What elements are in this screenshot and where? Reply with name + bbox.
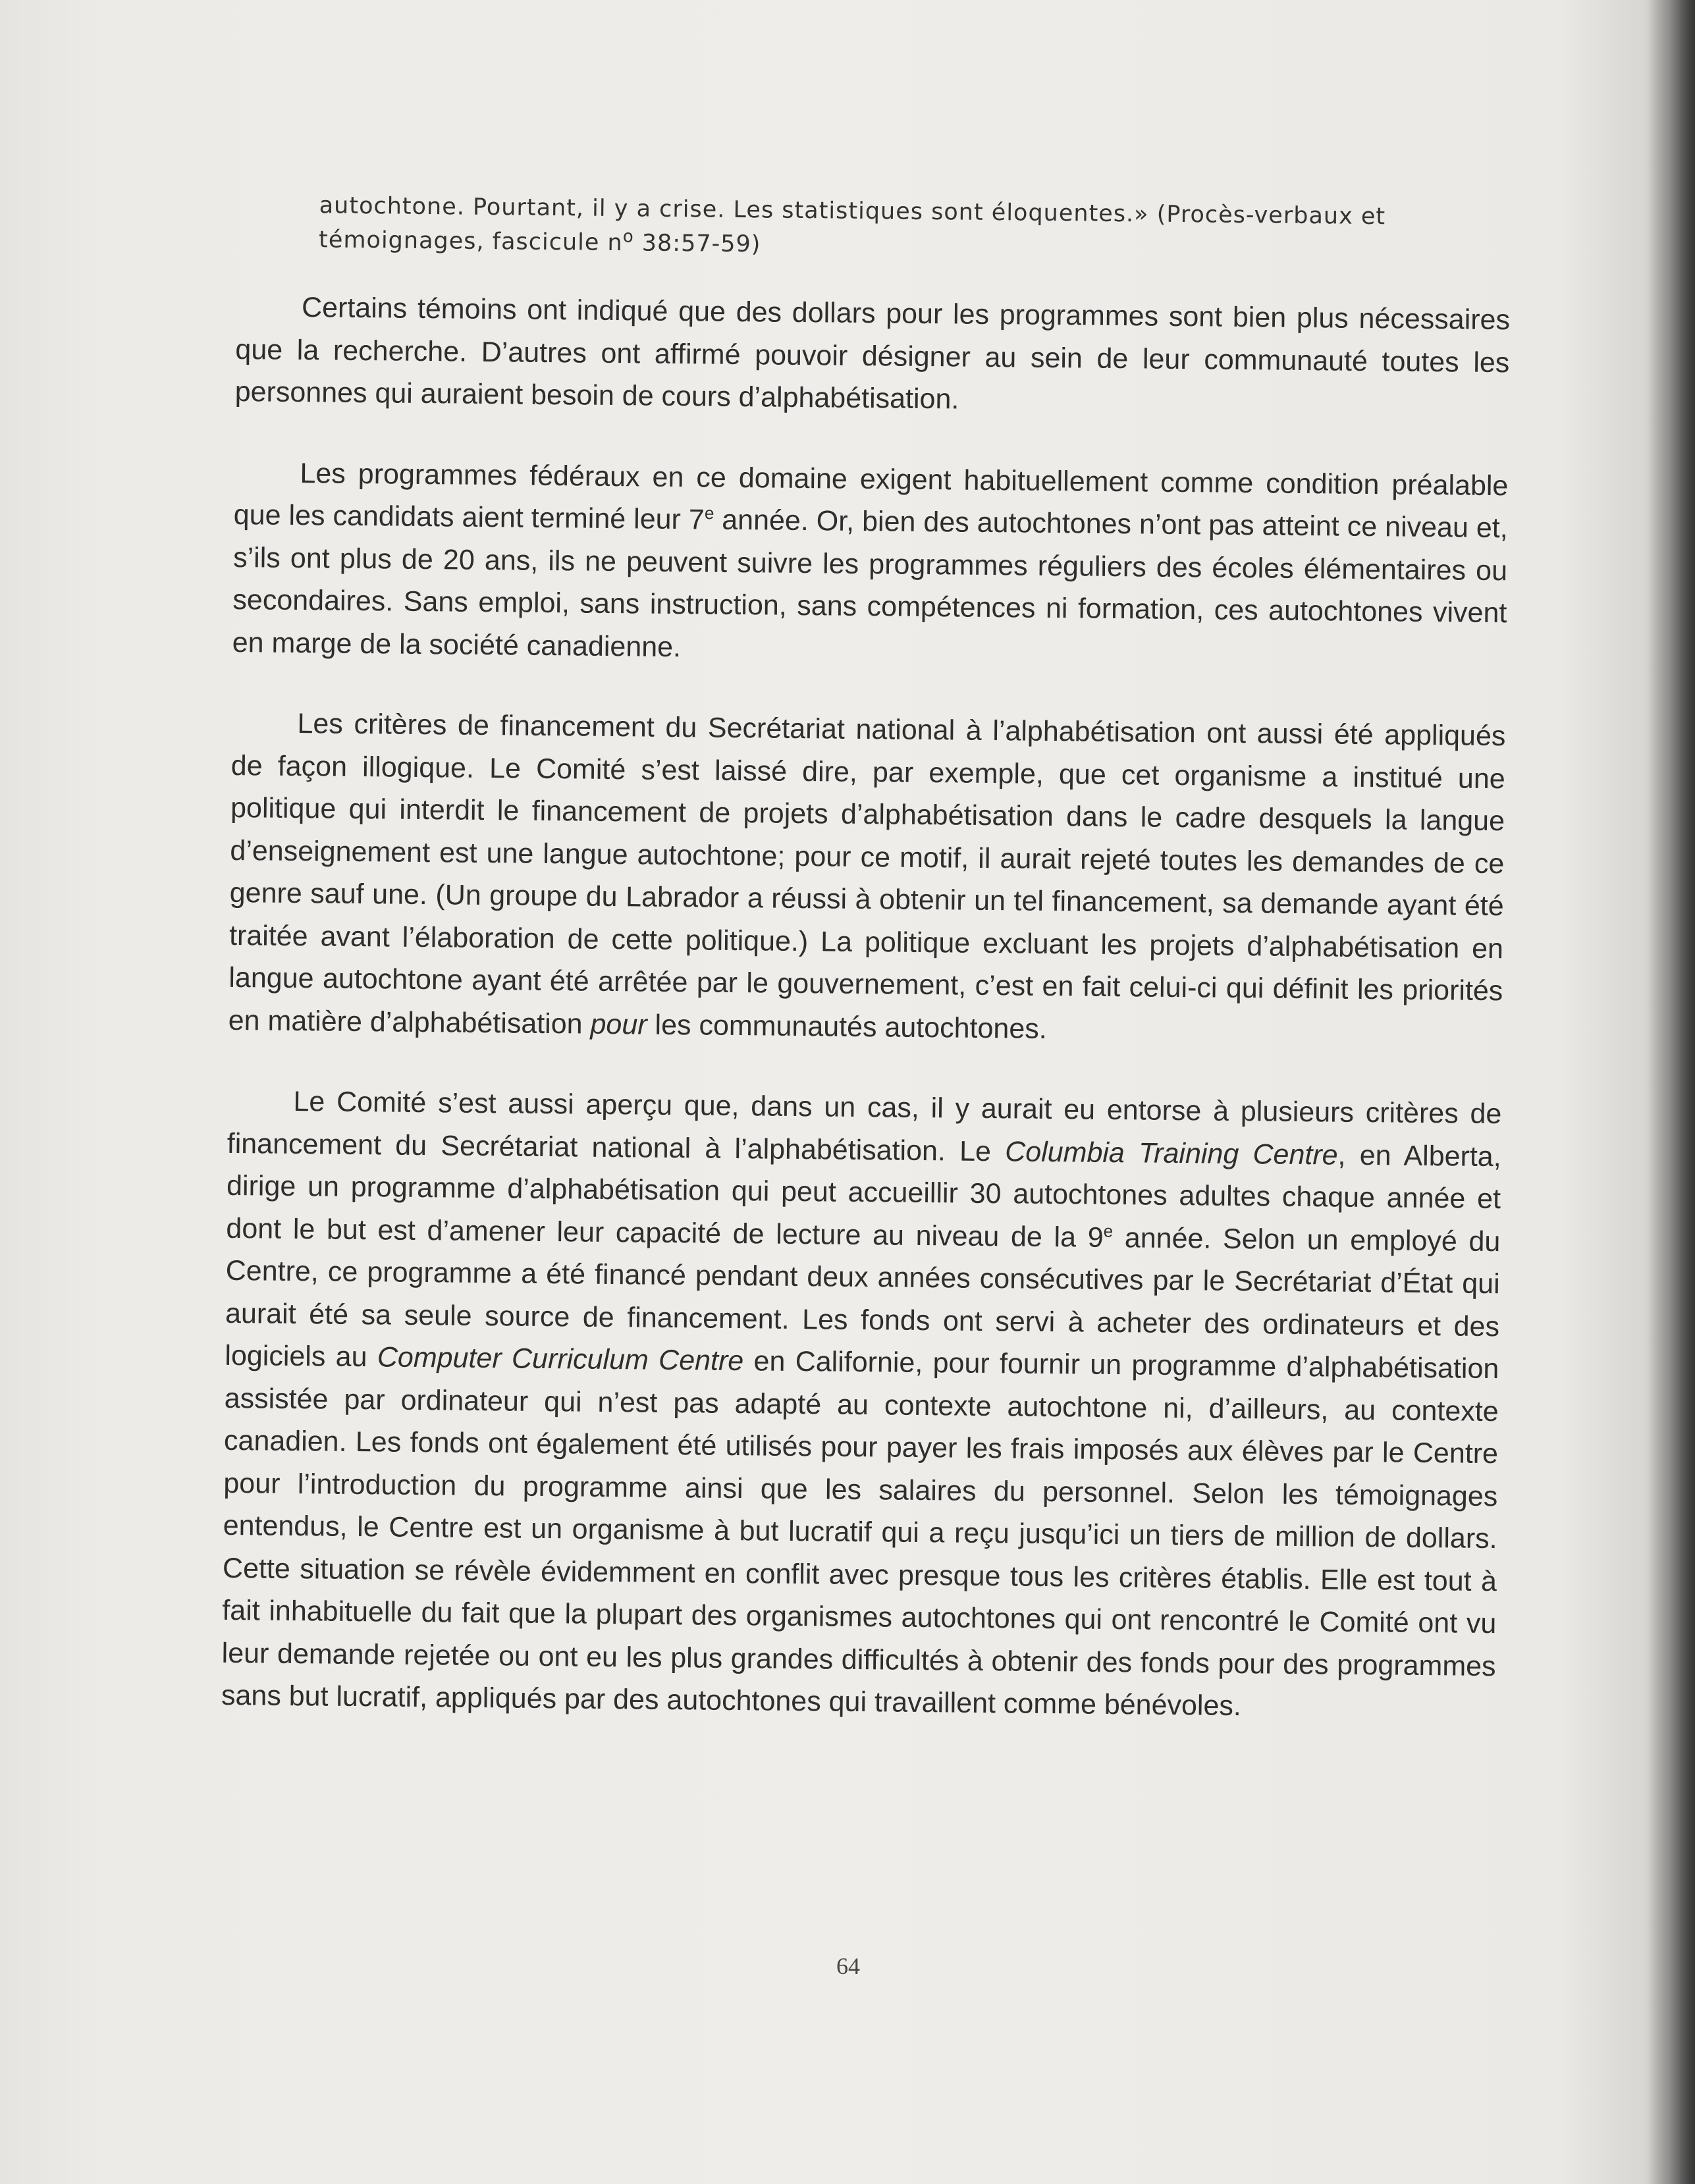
quote-line-1: autochtone. Pourtant, il y a crise. Les statistiques sont éloquentes.» (Procès-verbaux et xyxy=(319,192,1386,230)
quote-excerpt xyxy=(319,188,1511,269)
paragraph-4-superscript: e xyxy=(1103,1221,1114,1241)
quote-number-sign: o xyxy=(622,226,634,247)
paragraph-4-emphasis-1: Columbia Training Centre xyxy=(1004,1135,1338,1171)
paragraph-4-text-d: en Californie, pour fournir un programme d’alphabétisation assistée par ordinateur qui n’est pas adapté au contexte autochtone ni, d’ailleurs, au contexte canadien. Les fonds ont également été utilisés pour payer les frais imposés aux élèves par le Centre pour l’introduction du programme ainsi que les salaires du personnel. Selon les témoignages entendus, le Centre est un organisme à but lucratif qui a reçu jusqu’ici un tiers de million de dollars. Cette situation se révèle évidemment en conflit avec presque tous les critères établis. Elle est tout à fait inhabituelle du fait que la plupart des organismes autochtones qui ont rencontré le Comité ont vu leur demande rejetée ou ont eu les plus grandes difficultés à obtenir des fonds pour des programmes sans but lucratif, appliqués par des autochtones qui travaillent comme bénévoles. xyxy=(221,1345,1499,1722)
quote-reference: 38:57-59) xyxy=(633,230,761,258)
paragraph-3-text-a: Les critères de financement du Secrétariat national à l’alphabétisation ont aussi été appliqués de façon illogique. Le Comité s’est laissé dire, par exemple, que cet organisme a institué une politique qui interdit le financement de projets d’alphabétisation dans le cadre desquels la langue d’enseignement est une langue autochtone; pour ce motif, il aurait rejeté toutes les demandes de ce genre sauf une. (Un groupe du Labrador a réussi à obtenir un tel financement, sa demande ayant été traitée avant l’élaboration de cette politique.) La politique excluant les projets d’alphabétisation en langue autochtone ayant été arrêtée par le gouvernement, c’est en fait celui-ci qui définit les priorités en matière d’alphabétisation xyxy=(228,708,1506,1040)
binding-shadow xyxy=(1649,0,1695,2184)
paragraph-4-text-c: année. Selon un employé du Centre, ce programme a été financé pendant deux années consécutives par le Secrétariat d’État qui aurait été sa seule source de financement. Les fonds ont servi à acheter des ordinateurs et des logiciels au xyxy=(225,1221,1501,1373)
paragraph-2 xyxy=(232,451,1508,677)
page-body xyxy=(221,188,1511,1730)
paragraph-4-emphasis-2: Computer Curriculum Centre xyxy=(377,1341,744,1377)
quote-line-2: témoignages, fascicule n xyxy=(318,226,623,257)
paragraph-2-text-b: année. Or, bien des autochtones n’ont pas atteint ce niveau et, s’ils ont plus de 20 ans, ils ne peuvent suivre les programmes réguliers des écoles élémentaires ou secondaires. Sans emploi, sans instruction, sans compétences ni formation, ces autochtones vivent en marge de la société canadienne. xyxy=(232,504,1508,663)
paragraph-1: Certains témoins ont indiqué que des dollars pour les programmes sont bien plus nécessaires que la recherche. D’autres ont affirmé pouvoir désigner au sein de leur communauté toutes les personnes qui auraient besoin de cours d’alphabétisation. xyxy=(234,292,1511,415)
paragraph-3 xyxy=(228,702,1505,1055)
paragraph-2-superscript: e xyxy=(704,503,714,523)
paragraph-3-text-b: les communautés autochtones. xyxy=(647,1009,1047,1045)
paragraph-4 xyxy=(221,1080,1502,1730)
paragraph-2-text-a: Les programmes fédéraux en ce domaine exigent habituellement comme condition préalable que les candidats aient terminé leur 7 xyxy=(233,457,1509,536)
page-number: 64 xyxy=(836,1953,860,1979)
paragraph-4-text-a: Le Comité s’est aussi aperçu que, dans un cas, il y aurait eu entorse à plusieurs critères de financement du Secrétariat national à l’alphabétisation. Le xyxy=(227,1085,1502,1167)
paragraph-3-emphasis: pour xyxy=(590,1008,647,1041)
paragraph-4-text-b: , en Alberta, dirige un programme d’alphabétisation qui peut accueillir 30 autochtones adultes chaque année et dont le but est d’amener leur capacité de lecture au niveau de la 9 xyxy=(226,1139,1501,1254)
